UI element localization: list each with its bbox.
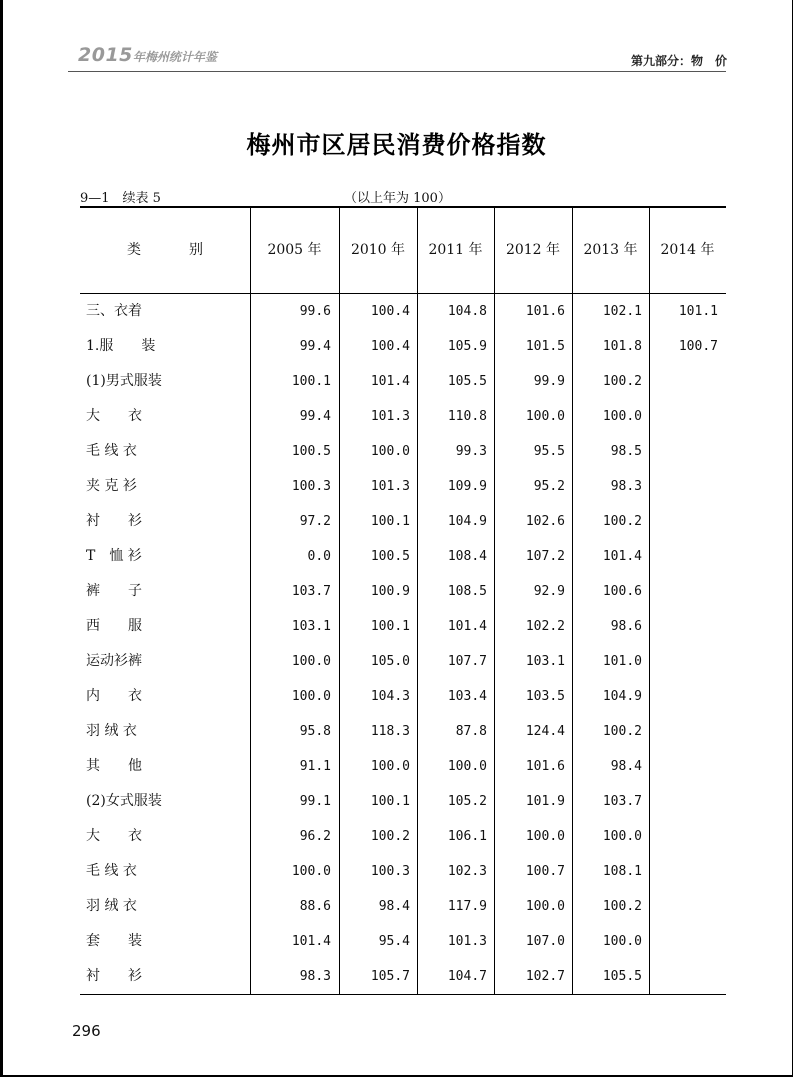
row-category-label: (2)女式服装	[86, 793, 162, 809]
row-value-cell: 101.5	[525, 339, 565, 354]
row-value-cell	[648, 714, 718, 749]
row-value-cell: 100.0	[291, 689, 331, 704]
row-value-cell: 105.9	[447, 339, 487, 354]
row-value-cell: 100.0	[602, 829, 642, 844]
row-value-cell	[648, 644, 718, 679]
row-value-cell: 100.6	[602, 584, 642, 599]
row-value-cell: 100.2	[602, 514, 642, 529]
row-value-cell	[648, 539, 718, 574]
row-value-cell: 99.6	[299, 304, 331, 319]
row-value-cell: 107.7	[447, 654, 487, 669]
row-value-cell: 101.1	[678, 304, 718, 319]
row-value-cell: 100.2	[602, 899, 642, 914]
table-row	[80, 329, 726, 364]
row-value-cell: 104.3	[370, 689, 410, 704]
row-value-cell: 95.8	[299, 724, 331, 739]
row-value-cell	[648, 889, 718, 924]
row-value-cell: 95.2	[533, 479, 565, 494]
row-value-cell: 104.7	[447, 969, 487, 984]
row-category-label: 西 服	[86, 618, 142, 634]
row-value-cell: 100.0	[602, 934, 642, 949]
row-value-cell: 100.5	[291, 444, 331, 459]
row-value-cell: 100.0	[525, 899, 565, 914]
row-value-cell: 108.4	[447, 549, 487, 564]
row-value-cell: 101.4	[370, 374, 410, 389]
row-value-cell: 100.9	[370, 584, 410, 599]
row-value-cell: 102.1	[602, 304, 642, 319]
table-row	[80, 924, 726, 959]
row-value-cell: 102.6	[525, 514, 565, 529]
column-header-category-part1: 类	[127, 242, 141, 258]
row-value-cell: 91.1	[299, 759, 331, 774]
row-value-cell: 107.0	[525, 934, 565, 949]
column-header-category	[80, 240, 250, 260]
row-value-cell: 100.0	[291, 654, 331, 669]
row-value-cell: 107.2	[525, 549, 565, 564]
row-value-cell: 103.7	[291, 584, 331, 599]
table-top-rule	[80, 206, 726, 208]
row-value-cell: 100.3	[291, 479, 331, 494]
row-category-label: 羽 绒 衣	[86, 723, 137, 739]
row-value-cell	[648, 469, 718, 504]
row-value-cell: 103.1	[291, 619, 331, 634]
row-value-cell: 98.3	[610, 479, 642, 494]
row-value-cell: 105.2	[447, 794, 487, 809]
row-value-cell	[648, 504, 718, 539]
table-id: 9—1 续表 5	[80, 191, 161, 206]
table-row	[80, 749, 726, 784]
row-value-cell: 0.0	[307, 549, 331, 564]
row-value-cell	[648, 854, 718, 889]
row-value-cell: 99.3	[455, 444, 487, 459]
row-value-cell	[648, 574, 718, 609]
row-category-label: 运动衫裤	[86, 653, 142, 669]
row-category-label: 衬 衫	[86, 968, 142, 984]
row-category-label: 三、衣着	[86, 303, 142, 319]
table-row	[80, 294, 726, 329]
row-value-cell: 101.3	[447, 934, 487, 949]
row-value-cell: 100.7	[525, 864, 565, 879]
row-value-cell: 100.7	[678, 339, 718, 354]
row-value-cell: 104.8	[447, 304, 487, 319]
row-value-cell: 104.9	[447, 514, 487, 529]
row-value-cell: 101.4	[291, 934, 331, 949]
row-value-cell: 100.1	[370, 794, 410, 809]
row-value-cell: 98.5	[610, 444, 642, 459]
page-number: 296	[72, 1022, 101, 1040]
row-value-cell: 100.0	[602, 409, 642, 424]
row-value-cell: 103.7	[602, 794, 642, 809]
row-value-cell	[648, 924, 718, 959]
row-value-cell: 95.5	[533, 444, 565, 459]
row-value-cell: 98.6	[610, 619, 642, 634]
row-value-cell: 100.2	[370, 829, 410, 844]
row-category-label: 大 衣	[86, 828, 142, 844]
table-row	[80, 574, 726, 609]
row-value-cell	[648, 784, 718, 819]
table-row	[80, 714, 726, 749]
row-value-cell: 124.4	[525, 724, 565, 739]
row-value-cell: 100.0	[525, 409, 565, 424]
page-title: 梅州市区居民消费价格指数	[246, 131, 547, 159]
row-value-cell: 105.0	[370, 654, 410, 669]
row-value-cell	[648, 959, 718, 994]
row-value-cell: 99.4	[299, 339, 331, 354]
table-row	[80, 959, 726, 994]
row-category-label: 1.服 装	[86, 338, 156, 354]
row-value-cell: 100.0	[291, 864, 331, 879]
row-value-cell: 100.1	[370, 514, 410, 529]
row-value-cell: 96.2	[299, 829, 331, 844]
table-bottom-rule	[80, 994, 726, 995]
table-row	[80, 504, 726, 539]
column-header-2014: 2014 年	[660, 242, 715, 258]
row-value-cell: 105.5	[447, 374, 487, 389]
row-value-cell: 118.3	[370, 724, 410, 739]
table-row	[80, 609, 726, 644]
table-row	[80, 889, 726, 924]
row-value-cell: 102.7	[525, 969, 565, 984]
table-row	[80, 364, 726, 399]
page-frame-left	[0, 0, 3, 1077]
row-category-label: 衬 衫	[86, 513, 142, 529]
column-header-2012: 2012 年	[505, 242, 561, 258]
row-value-cell: 101.6	[525, 759, 565, 774]
row-value-cell: 105.5	[602, 969, 642, 984]
row-value-cell	[648, 399, 718, 434]
table-row	[80, 539, 726, 574]
row-value-cell	[648, 434, 718, 469]
row-value-cell: 103.4	[447, 689, 487, 704]
row-value-cell: 101.9	[525, 794, 565, 809]
row-value-cell: 99.4	[299, 409, 331, 424]
table-row	[80, 434, 726, 469]
row-value-cell: 100.0	[370, 444, 410, 459]
row-value-cell: 100.1	[370, 619, 410, 634]
row-value-cell: 102.2	[525, 619, 565, 634]
row-value-cell: 92.9	[533, 584, 565, 599]
row-value-cell: 100.0	[447, 759, 487, 774]
row-value-cell: 100.4	[370, 339, 410, 354]
table-row	[80, 644, 726, 679]
column-header-2005: 2005 年	[267, 242, 322, 258]
column-header-2013: 2013 年	[583, 242, 638, 258]
row-value-cell: 101.4	[447, 619, 487, 634]
table-row	[80, 854, 726, 889]
row-value-cell: 100.1	[291, 374, 331, 389]
row-category-label: T 恤 衫	[86, 548, 142, 564]
row-value-cell: 103.5	[525, 689, 565, 704]
row-category-label: 内 衣	[86, 688, 142, 704]
row-value-cell: 100.3	[370, 864, 410, 879]
row-value-cell: 105.7	[370, 969, 410, 984]
header-rule	[68, 71, 726, 72]
row-category-label: 套 装	[86, 933, 142, 949]
row-value-cell: 101.3	[370, 409, 410, 424]
row-value-cell: 101.8	[602, 339, 642, 354]
row-value-cell	[648, 749, 718, 784]
row-value-cell: 104.9	[602, 689, 642, 704]
row-category-label: 其 他	[86, 758, 142, 774]
row-value-cell: 101.3	[370, 479, 410, 494]
row-value-cell: 101.4	[602, 549, 642, 564]
table-row	[80, 469, 726, 504]
row-value-cell: 100.2	[602, 724, 642, 739]
row-value-cell: 101.0	[602, 654, 642, 669]
row-value-cell: 88.6	[299, 899, 331, 914]
table-row	[80, 784, 726, 819]
column-header-2011: 2011 年	[428, 242, 483, 258]
table-row	[80, 679, 726, 714]
row-value-cell: 102.3	[447, 864, 487, 879]
row-value-cell: 109.9	[447, 479, 487, 494]
base-note: （以上年为 100）	[344, 191, 451, 206]
row-value-cell: 99.9	[533, 374, 565, 389]
running-header-section: 第九部分：物 价	[630, 54, 727, 68]
row-value-cell: 100.0	[525, 829, 565, 844]
row-category-label: 裤 子	[86, 583, 142, 599]
table-row	[80, 399, 726, 434]
row-value-cell: 108.1	[602, 864, 642, 879]
row-value-cell: 110.8	[447, 409, 487, 424]
row-value-cell: 95.4	[378, 934, 410, 949]
row-value-cell: 103.1	[525, 654, 565, 669]
row-value-cell: 117.9	[447, 899, 487, 914]
yearbook-title: 年梅州统计年鉴	[132, 50, 217, 64]
row-value-cell: 100.0	[370, 759, 410, 774]
row-value-cell: 106.1	[447, 829, 487, 844]
row-category-label: 羽 绒 衣	[86, 898, 137, 914]
row-value-cell: 98.3	[299, 969, 331, 984]
row-category-label: 毛 线 衣	[86, 863, 137, 879]
yearbook-year: 2015	[78, 44, 133, 66]
row-value-cell: 98.4	[610, 759, 642, 774]
row-category-label: 大 衣	[86, 408, 142, 424]
row-value-cell: 99.1	[299, 794, 331, 809]
row-category-label: 夹 克 衫	[86, 478, 137, 494]
running-header-yearbook	[78, 44, 217, 66]
row-category-label: (1)男式服装	[86, 373, 162, 389]
row-value-cell: 101.6	[525, 304, 565, 319]
row-value-cell: 100.5	[370, 549, 410, 564]
row-value-cell: 98.4	[378, 899, 410, 914]
row-category-label: 毛 线 衣	[86, 443, 137, 459]
row-value-cell: 97.2	[299, 514, 331, 529]
column-header-2010: 2010 年	[350, 242, 406, 258]
row-value-cell	[648, 364, 718, 399]
row-value-cell	[648, 609, 718, 644]
table-row	[80, 819, 726, 854]
row-value-cell	[648, 679, 718, 714]
row-value-cell: 87.8	[455, 724, 487, 739]
row-value-cell	[648, 819, 718, 854]
column-header-category-part2: 别	[189, 242, 203, 258]
row-value-cell: 100.4	[370, 304, 410, 319]
row-value-cell: 100.2	[602, 374, 642, 389]
row-value-cell: 108.5	[447, 584, 487, 599]
